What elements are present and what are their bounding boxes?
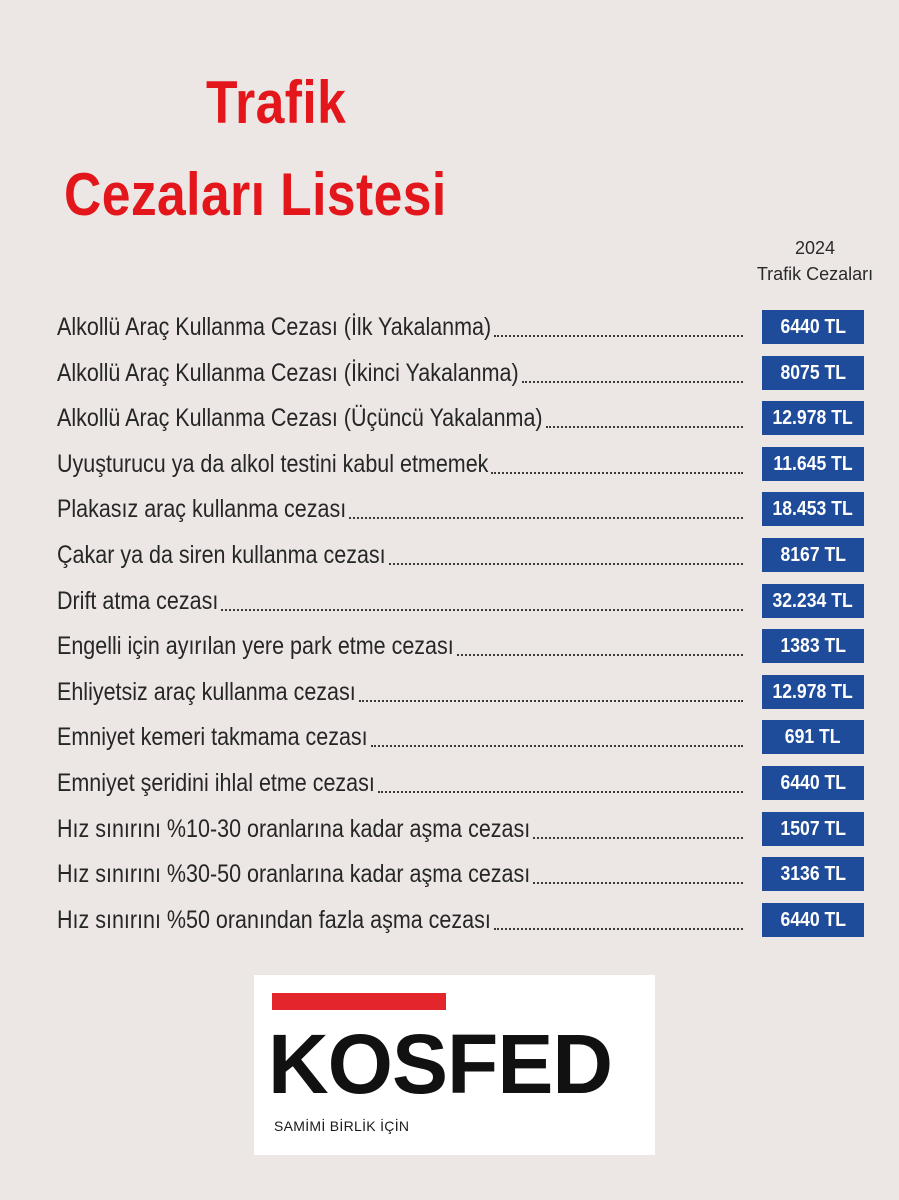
fine-label-text: Uyuşturucu ya da alkol testini kabul etmemek: [57, 450, 489, 478]
fine-row: [57, 582, 869, 622]
logo-tagline: SAMİMİ BİRLİK İÇİN: [274, 1118, 410, 1134]
fine-amount: 12.978 TL: [772, 681, 854, 703]
fine-row: [57, 354, 869, 394]
fine-label: [57, 766, 747, 800]
fine-label: [57, 629, 747, 663]
fine-label-text: Engelli için ayırılan yere park etme cezası: [57, 632, 454, 660]
fine-row: [57, 490, 869, 530]
dot-leader: [389, 563, 743, 565]
page-title-line-2: Cezaları Listesi: [64, 161, 447, 228]
fine-row: [57, 901, 869, 941]
fine-label: [57, 356, 747, 390]
fine-amount: 1507 TL: [780, 818, 846, 840]
fine-label-text: Çakar ya da siren kullanma cezası: [57, 541, 386, 569]
fine-amount-badge: [762, 629, 864, 663]
fine-label-text: Drift atma cezası: [57, 587, 219, 615]
dot-leader: [491, 472, 743, 474]
dot-leader: [349, 517, 743, 519]
dot-leader: [522, 381, 743, 383]
fine-amount-badge: [762, 812, 864, 846]
fine-amount-badge: [762, 401, 864, 435]
dot-leader: [533, 882, 743, 884]
fine-amount-badge: [762, 903, 864, 937]
fine-amount-badge: [762, 447, 864, 481]
fine-label: [57, 401, 747, 435]
fine-label: [57, 538, 747, 572]
fine-label: [57, 675, 747, 709]
fine-amount: 1383 TL: [780, 635, 846, 657]
dot-leader: [546, 426, 743, 428]
dot-leader: [221, 609, 743, 611]
dot-leader: [494, 335, 743, 337]
dot-leader: [378, 791, 743, 793]
fine-label: [57, 310, 747, 344]
fine-label-text: Hız sınırını %10-30 oranlarına kadar aşma cezası: [57, 815, 531, 843]
fine-label-text: Alkollü Araç Kullanma Cezası (Üçüncü Yakalanma): [57, 404, 543, 432]
fine-row: [57, 399, 869, 439]
kosfed-logo: [254, 975, 655, 1155]
fine-amount-badge: [762, 356, 864, 390]
fine-label: [57, 447, 747, 481]
fine-amount: 12.978 TL: [772, 407, 854, 429]
fine-label-text: Alkollü Araç Kullanma Cezası (İkinci Yakalanma): [57, 359, 519, 387]
fine-label: [57, 584, 747, 618]
fine-label-text: Hız sınırını %30-50 oranlarına kadar aşma cezası: [57, 860, 531, 888]
fine-label-text: Plakasız araç kullanma cezası: [57, 495, 347, 523]
fine-label: [57, 720, 747, 754]
fine-amount: 6440 TL: [780, 316, 846, 338]
column-header-year: 2024: [794, 238, 836, 258]
fine-label-text: Emniyet kemeri takmama cezası: [57, 723, 368, 751]
logo-wordmark: KOSFED: [268, 1017, 613, 1111]
fine-label: [57, 812, 747, 846]
column-header-label: Trafik Cezaları: [756, 264, 874, 284]
fine-label-text: Emniyet şeridini ihlal etme cezası: [57, 769, 375, 797]
fine-amount: 691 TL: [785, 726, 841, 748]
dot-leader: [371, 745, 743, 747]
fine-amount-badge: [762, 310, 864, 344]
fine-amount-badge: [762, 766, 864, 800]
dot-leader: [359, 700, 743, 702]
fine-amount-badge: [762, 492, 864, 526]
fine-label: [57, 492, 747, 526]
fine-row: [57, 673, 869, 713]
fine-amount-badge: [762, 538, 864, 572]
fine-label: [57, 857, 747, 891]
fine-row: [57, 810, 869, 850]
fine-amount-badge: [762, 675, 864, 709]
fine-label-text: Hız sınırını %50 oranından fazla aşma cezası: [57, 906, 491, 934]
page-title-line-1: Trafik: [206, 69, 347, 136]
fine-amount: 18.453 TL: [772, 498, 854, 520]
column-header: [740, 235, 890, 287]
fine-amount: 11.645 TL: [773, 453, 853, 475]
fine-row: [57, 627, 869, 667]
fine-amount-badge: [762, 584, 864, 618]
fine-row: [57, 536, 869, 576]
fine-label: [57, 903, 747, 937]
fine-amount: 32.234 TL: [772, 590, 854, 612]
fine-row: [57, 718, 869, 758]
fine-amount: 3136 TL: [780, 863, 846, 885]
dot-leader: [494, 928, 743, 930]
fine-amount-badge: [762, 857, 864, 891]
logo-red-bar: [272, 993, 446, 1010]
fine-row: [57, 764, 869, 804]
fine-amount: 6440 TL: [780, 772, 846, 794]
dot-leader: [457, 654, 743, 656]
fine-amount-badge: [762, 720, 864, 754]
fine-row: [57, 855, 869, 895]
dot-leader: [533, 837, 743, 839]
fine-amount: 8167 TL: [780, 544, 846, 566]
fine-amount: 8075 TL: [780, 362, 846, 384]
fine-row: [57, 445, 869, 485]
fine-row: [57, 308, 869, 348]
fine-label-text: Ehliyetsiz araç kullanma cezası: [57, 678, 356, 706]
fine-amount: 6440 TL: [780, 909, 846, 931]
fine-label-text: Alkollü Araç Kullanma Cezası (İlk Yakalanma): [57, 313, 492, 341]
